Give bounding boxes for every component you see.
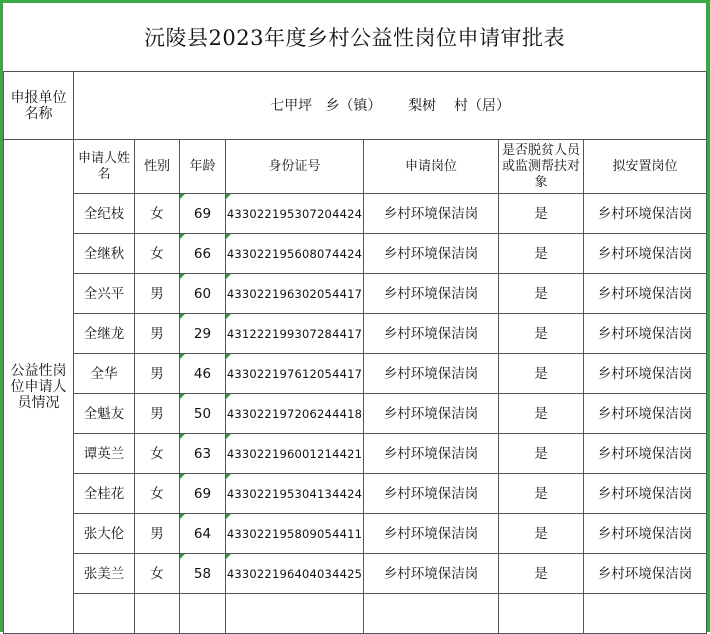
empty-cell[interactable] bbox=[135, 594, 180, 634]
age-cell[interactable] bbox=[180, 514, 226, 554]
cell-text: 乡村环境保洁岗 bbox=[597, 325, 693, 342]
gender-cell[interactable] bbox=[135, 394, 180, 434]
table-row bbox=[4, 354, 707, 394]
table-row bbox=[4, 274, 707, 314]
cell-text: 女 bbox=[150, 485, 164, 502]
cell-note-marker-icon bbox=[180, 554, 185, 559]
placement-post-cell[interactable] bbox=[584, 434, 707, 474]
cell-note-marker-icon bbox=[180, 234, 185, 239]
age-cell[interactable] bbox=[180, 274, 226, 314]
cell-text: 女 bbox=[150, 445, 164, 462]
cell-text: 50 bbox=[193, 405, 212, 422]
empty-cell[interactable] bbox=[364, 594, 499, 634]
cell-note-marker-icon bbox=[226, 194, 231, 199]
applied-post-cell[interactable] bbox=[364, 354, 499, 394]
table-row bbox=[4, 314, 707, 354]
cell-text: 乡村环境保洁岗 bbox=[383, 325, 479, 342]
township-name: 七甲坪 bbox=[270, 97, 313, 114]
age-cell[interactable] bbox=[180, 474, 226, 514]
applicant-name-cell[interactable] bbox=[74, 354, 135, 394]
placement-post-cell[interactable] bbox=[584, 514, 707, 554]
cell-text: 乡村环境保洁岗 bbox=[597, 285, 693, 302]
applied-post-cell[interactable] bbox=[364, 554, 499, 594]
cell-text: 433022196404034425 bbox=[226, 566, 363, 581]
id-number-cell[interactable] bbox=[226, 274, 364, 314]
cell-text: 乡村环境保洁岗 bbox=[597, 405, 693, 422]
header-age: 年龄 bbox=[180, 140, 226, 194]
cell-text: 乡村环境保洁岗 bbox=[383, 485, 479, 502]
placement-post-cell[interactable] bbox=[584, 234, 707, 274]
id-number-cell[interactable] bbox=[226, 194, 364, 234]
age-cell[interactable] bbox=[180, 194, 226, 234]
cell-text: 乡村环境保洁岗 bbox=[383, 285, 479, 302]
poverty-status-cell[interactable] bbox=[499, 274, 584, 314]
cell-text: 张美兰 bbox=[83, 565, 125, 582]
age-cell[interactable] bbox=[180, 314, 226, 354]
cell-note-marker-icon bbox=[226, 434, 231, 439]
placement-post-cell[interactable] bbox=[584, 554, 707, 594]
cell-text: 433022196001214421 bbox=[226, 446, 363, 461]
cell-text: 男 bbox=[150, 525, 164, 542]
cell-text: 全魁友 bbox=[83, 405, 125, 422]
cell-text: 乡村环境保洁岗 bbox=[383, 405, 479, 422]
cell-note-marker-icon bbox=[180, 314, 185, 319]
cell-text: 是 bbox=[534, 205, 548, 222]
id-number-cell[interactable] bbox=[226, 234, 364, 274]
applied-post-cell[interactable] bbox=[364, 434, 499, 474]
gender-cell[interactable] bbox=[135, 274, 180, 314]
cell-text: 男 bbox=[150, 285, 164, 302]
header-id-number: 身份证号 bbox=[226, 140, 364, 194]
village-suffix: 村（居） bbox=[453, 97, 510, 114]
poverty-status-cell[interactable] bbox=[499, 234, 584, 274]
header-gender: 性别 bbox=[135, 140, 180, 194]
gender-cell[interactable] bbox=[135, 234, 180, 274]
cell-note-marker-icon bbox=[180, 354, 185, 359]
cell-text: 是 bbox=[534, 245, 548, 262]
cell-text: 69 bbox=[193, 205, 212, 222]
cell-text: 乡村环境保洁岗 bbox=[383, 245, 479, 262]
age-cell[interactable] bbox=[180, 234, 226, 274]
gender-cell[interactable] bbox=[135, 474, 180, 514]
village-name: 梨树 bbox=[408, 97, 437, 114]
section-label-cell: 公益性岗位申请人员情况 bbox=[4, 140, 74, 634]
cell-text: 张大伦 bbox=[83, 525, 125, 542]
cell-text: 乡村环境保洁岗 bbox=[383, 445, 479, 462]
cell-text: 是 bbox=[534, 365, 548, 382]
cell-text: 乡村环境保洁岗 bbox=[597, 525, 693, 542]
header-placement-post: 拟安置岗位 bbox=[584, 140, 707, 194]
cell-note-marker-icon bbox=[226, 314, 231, 319]
cell-text: 全纪枝 bbox=[83, 205, 125, 222]
header-row bbox=[4, 140, 707, 194]
table-row bbox=[4, 554, 707, 594]
placement-post-cell[interactable] bbox=[584, 314, 707, 354]
cell-note-marker-icon bbox=[226, 274, 231, 279]
header-applied-post: 申请岗位 bbox=[364, 140, 499, 194]
cell-note-marker-icon bbox=[180, 274, 185, 279]
cell-text: 乡村环境保洁岗 bbox=[383, 365, 479, 382]
cell-text: 433022197612054417 bbox=[226, 366, 363, 381]
applicant-name-cell[interactable] bbox=[74, 394, 135, 434]
applied-post-cell[interactable] bbox=[364, 274, 499, 314]
applied-post-cell[interactable] bbox=[364, 394, 499, 434]
poverty-status-cell[interactable] bbox=[499, 314, 584, 354]
header-poverty-status: 是否脱贫人员或监测帮扶对象 bbox=[499, 140, 584, 194]
cell-text: 全兴平 bbox=[83, 285, 125, 302]
cell-text: 女 bbox=[150, 205, 164, 222]
cell-text: 女 bbox=[150, 245, 164, 262]
applicant-name-cell[interactable] bbox=[74, 474, 135, 514]
cell-text: 是 bbox=[534, 565, 548, 582]
cell-text: 男 bbox=[150, 365, 164, 382]
empty-cell[interactable] bbox=[584, 594, 707, 634]
empty-cell[interactable] bbox=[180, 594, 226, 634]
placement-post-cell[interactable] bbox=[584, 274, 707, 314]
cell-text: 433022195304134424 bbox=[226, 486, 363, 501]
cell-text: 433022197206244418 bbox=[226, 406, 363, 421]
table-row bbox=[4, 394, 707, 434]
empty-cell[interactable] bbox=[226, 594, 364, 634]
cell-text: 69 bbox=[193, 485, 212, 502]
cell-text: 63 bbox=[193, 445, 212, 462]
cell-note-marker-icon bbox=[226, 554, 231, 559]
cell-text: 66 bbox=[193, 245, 212, 262]
cell-text: 是 bbox=[534, 285, 548, 302]
cell-text: 是 bbox=[534, 325, 548, 342]
age-cell[interactable] bbox=[180, 354, 226, 394]
cell-text: 男 bbox=[150, 405, 164, 422]
unit-label-cell: 申报单位名称 bbox=[4, 72, 74, 140]
cell-text: 乡村环境保洁岗 bbox=[597, 205, 693, 222]
placement-post-cell[interactable] bbox=[584, 474, 707, 514]
applied-post-cell[interactable] bbox=[364, 474, 499, 514]
poverty-status-cell[interactable] bbox=[499, 554, 584, 594]
cell-note-marker-icon bbox=[226, 234, 231, 239]
cell-note-marker-icon bbox=[180, 194, 185, 199]
poverty-status-cell[interactable] bbox=[499, 474, 584, 514]
applicant-name-cell[interactable] bbox=[74, 194, 135, 234]
unit-value-cell[interactable] bbox=[74, 72, 707, 140]
cell-text: 433022195307204424 bbox=[226, 206, 363, 221]
cell-text: 是 bbox=[534, 525, 548, 542]
form-title: 沅陵县2023年度乡村公益性岗位申请审批表 bbox=[144, 26, 565, 50]
age-cell[interactable] bbox=[180, 394, 226, 434]
table-row bbox=[4, 194, 707, 234]
table-row bbox=[4, 474, 707, 514]
applied-post-cell[interactable] bbox=[364, 514, 499, 554]
poverty-status-cell[interactable] bbox=[499, 354, 584, 394]
gender-cell[interactable] bbox=[135, 354, 180, 394]
cell-note-marker-icon bbox=[180, 474, 185, 479]
table-row bbox=[4, 514, 707, 554]
cell-text: 全继龙 bbox=[83, 325, 125, 342]
cell-text: 是 bbox=[534, 405, 548, 422]
cell-text: 乡村环境保洁岗 bbox=[383, 525, 479, 542]
cell-text: 乡村环境保洁岗 bbox=[597, 245, 693, 262]
id-number-cell[interactable] bbox=[226, 514, 364, 554]
gender-cell[interactable] bbox=[135, 314, 180, 354]
table-row bbox=[4, 434, 707, 474]
cell-text: 58 bbox=[193, 565, 212, 582]
cell-note-marker-icon bbox=[226, 474, 231, 479]
cell-text: 是 bbox=[534, 485, 548, 502]
cell-text: 是 bbox=[534, 445, 548, 462]
age-cell[interactable] bbox=[180, 434, 226, 474]
cell-text: 乡村环境保洁岗 bbox=[597, 445, 693, 462]
cell-text: 男 bbox=[150, 325, 164, 342]
gender-cell[interactable] bbox=[135, 554, 180, 594]
poverty-status-cell[interactable] bbox=[499, 434, 584, 474]
table-row-empty bbox=[4, 594, 707, 634]
applicant-name-cell[interactable] bbox=[74, 314, 135, 354]
cell-note-marker-icon bbox=[180, 434, 185, 439]
empty-cell[interactable] bbox=[499, 594, 584, 634]
gender-cell[interactable] bbox=[135, 194, 180, 234]
cell-text: 全桂花 bbox=[83, 485, 125, 502]
applied-post-cell[interactable] bbox=[364, 194, 499, 234]
cell-text: 乡村环境保洁岗 bbox=[597, 565, 693, 582]
cell-text: 431222199307284417 bbox=[226, 326, 363, 341]
placement-post-cell[interactable] bbox=[584, 194, 707, 234]
cell-text: 乡村环境保洁岗 bbox=[383, 205, 479, 222]
cell-note-marker-icon bbox=[180, 394, 185, 399]
cell-text: 谭英兰 bbox=[83, 445, 125, 462]
poverty-status-cell[interactable] bbox=[499, 194, 584, 234]
poverty-status-cell[interactable] bbox=[499, 394, 584, 434]
cell-text: 全继秋 bbox=[83, 245, 125, 262]
cell-note-marker-icon bbox=[226, 514, 231, 519]
cell-text: 60 bbox=[193, 285, 212, 302]
cell-text: 433022196302054417 bbox=[226, 286, 363, 301]
cell-text: 乡村环境保洁岗 bbox=[597, 365, 693, 382]
cell-note-marker-icon bbox=[180, 514, 185, 519]
gender-cell[interactable] bbox=[135, 434, 180, 474]
unit-row bbox=[4, 72, 707, 140]
applicant-name-cell[interactable] bbox=[74, 514, 135, 554]
applicant-name-cell[interactable] bbox=[74, 234, 135, 274]
cell-text: 433022195608074424 bbox=[226, 246, 363, 261]
approval-table bbox=[3, 71, 707, 634]
id-number-cell[interactable] bbox=[226, 434, 364, 474]
cell-text: 女 bbox=[150, 565, 164, 582]
empty-cell[interactable] bbox=[74, 594, 135, 634]
cell-text: 乡村环境保洁岗 bbox=[597, 485, 693, 502]
cell-text: 乡村环境保洁岗 bbox=[383, 565, 479, 582]
placement-post-cell[interactable] bbox=[584, 354, 707, 394]
placement-post-cell[interactable] bbox=[584, 394, 707, 434]
applicant-name-cell[interactable] bbox=[74, 434, 135, 474]
gender-cell[interactable] bbox=[135, 514, 180, 554]
table-row bbox=[4, 234, 707, 274]
id-number-cell[interactable] bbox=[226, 554, 364, 594]
cell-text: 64 bbox=[193, 525, 212, 542]
id-number-cell[interactable] bbox=[226, 394, 364, 434]
cell-note-marker-icon bbox=[226, 354, 231, 359]
applicant-name-cell[interactable] bbox=[74, 274, 135, 314]
age-cell[interactable] bbox=[180, 554, 226, 594]
cell-note-marker-icon bbox=[226, 394, 231, 399]
cell-text: 全华 bbox=[90, 365, 118, 382]
applied-post-cell[interactable] bbox=[364, 234, 499, 274]
cell-text: 46 bbox=[193, 365, 212, 382]
id-number-cell[interactable] bbox=[226, 474, 364, 514]
header-name: 申请人姓名 bbox=[74, 140, 135, 194]
poverty-status-cell[interactable] bbox=[499, 514, 584, 554]
cell-text: 433022195809054411 bbox=[226, 526, 363, 541]
township-suffix: 乡（镇） bbox=[325, 97, 382, 114]
id-number-cell[interactable] bbox=[226, 354, 364, 394]
applied-post-cell[interactable] bbox=[364, 314, 499, 354]
cell-text: 29 bbox=[193, 325, 212, 342]
id-number-cell[interactable] bbox=[226, 314, 364, 354]
applicant-name-cell[interactable] bbox=[74, 554, 135, 594]
